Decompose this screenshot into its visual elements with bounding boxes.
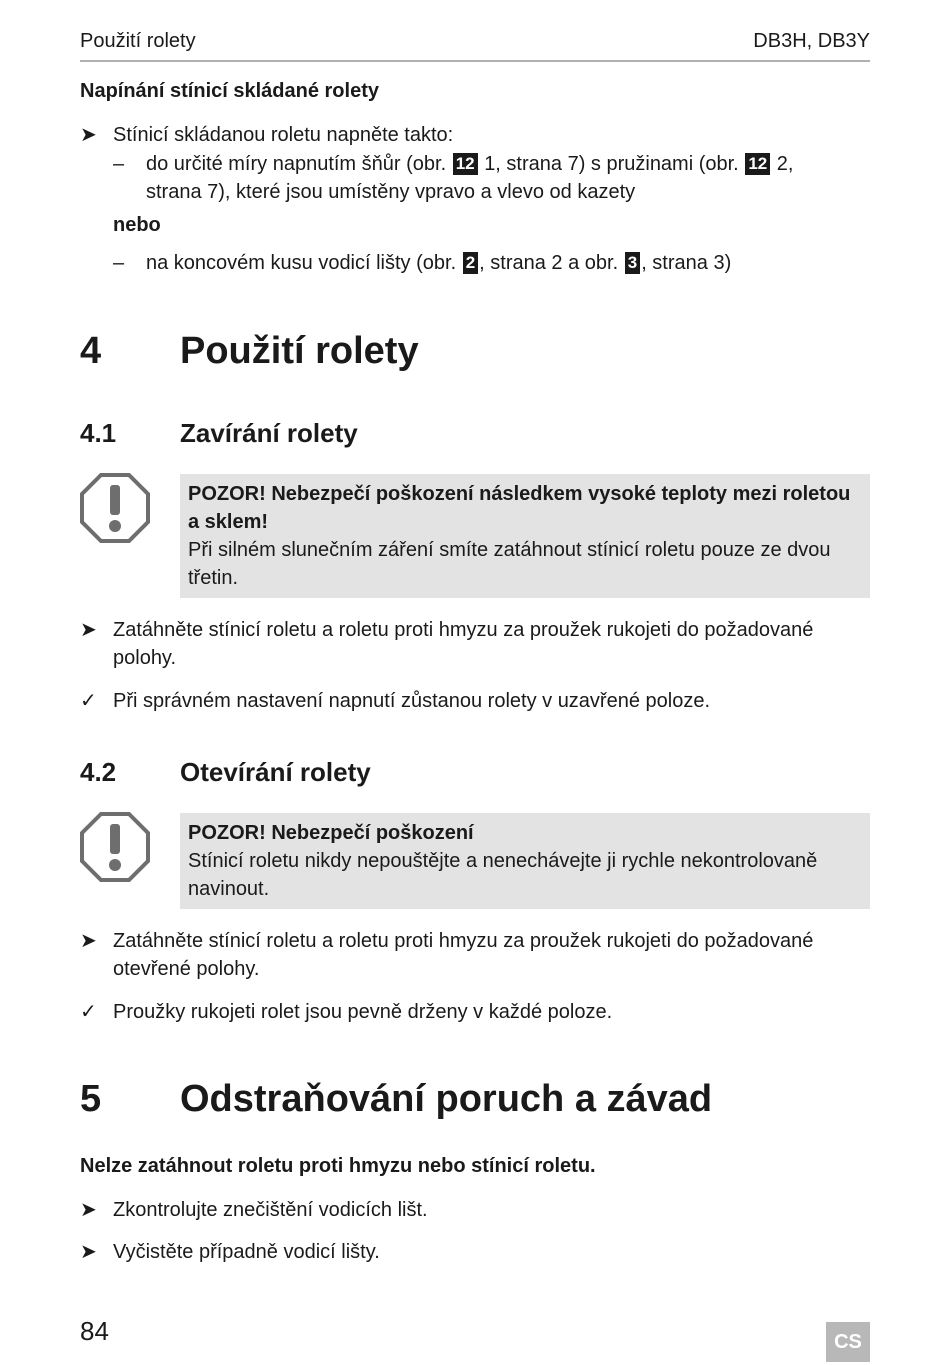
intro-step: ➤ Stínicí skládanou roletu napněte takto:: [80, 121, 870, 149]
warning-text: Při silném slunečním záření smíte zatáhnout stínicí roletu pouze ze dvou třetin.: [188, 539, 831, 589]
intro-heading: Napínání stínicí skládané rolety: [80, 80, 379, 102]
warning-box: [180, 813, 870, 909]
section-4-2-heading: 4.2 Otevírání rolety: [80, 757, 371, 787]
warning-exclamation-icon: [80, 473, 150, 543]
section-4-heading: 4 Použití rolety: [80, 330, 419, 372]
intro-dash-item-2: – na koncovém kusu vodicí lišty (obr. 2 , strana 2 a obr. 3 , strana 3): [113, 249, 870, 277]
arrow-icon: ➤: [80, 1199, 97, 1221]
section-4-2-result: ✓ Proužky rukojeti rolet jsou pevně drženy v každé poloze.: [80, 998, 870, 1026]
troubleshoot-step-2: ➤ Vyčistěte případně vodicí lišty.: [80, 1238, 870, 1266]
dash-bullet: –: [113, 153, 125, 175]
arrow-icon: ➤: [80, 619, 97, 641]
page-header: [80, 30, 870, 62]
warning-box: [180, 474, 870, 598]
problem-heading: Nelze zatáhnout roletu proti hmyzu nebo stínicí roletu.: [80, 1155, 596, 1177]
warning-title: POZOR! Nebezpečí poškození: [188, 822, 474, 844]
dash-bullet: –: [113, 252, 125, 274]
check-icon: ✓: [80, 690, 97, 712]
arrow-icon: ➤: [80, 930, 97, 952]
figure-ref: 2: [463, 252, 478, 274]
header-section-title: Použití rolety: [80, 30, 196, 52]
warning-exclamation-icon: [80, 812, 150, 882]
section-4-1-heading: 4.1 Zavírání rolety: [80, 418, 358, 448]
figure-ref: 3: [625, 252, 640, 274]
troubleshoot-step-1: ➤ Zkontrolujte znečištění vodicích lišt.: [80, 1196, 870, 1224]
arrow-icon: ➤: [80, 124, 97, 146]
language-badge: CS: [826, 1322, 870, 1362]
manual-page: [80, 0, 870, 1365]
warning-title: POZOR! Nebezpečí poškození následkem vysoké teploty mezi roletou a sklem!: [188, 483, 851, 533]
section-4-2-step: ➤ Zatáhněte stínicí roletu a roletu proti hmyzu za proužek rukojeti do požadované otevřené polohy.: [80, 927, 870, 983]
or-label: nebo: [113, 214, 161, 236]
arrow-icon: ➤: [80, 1241, 97, 1263]
warning-text: Stínicí roletu nikdy nepouštějte a nenechávejte ji rychle nekontrolovaně navinout.: [188, 850, 818, 900]
figure-ref: 12: [745, 153, 770, 175]
intro-dash-item-1: – do určité míry napnutím šňůr (obr. 12 1, strana 7) s pružinami (obr. 12 2, strana 7), které jsou umístěny vpravo a vlevo od kazety: [113, 150, 870, 206]
section-5-heading: 5 Odstraňování poruch a závad: [80, 1078, 713, 1120]
header-model: DB3H, DB3Y: [753, 30, 870, 52]
section-4-1-step: ➤ Zatáhněte stínicí roletu a roletu proti hmyzu za proužek rukojeti do požadované polohy.: [80, 616, 870, 672]
check-icon: ✓: [80, 1001, 97, 1023]
figure-ref: 12: [453, 153, 478, 175]
page-number: 84: [80, 1316, 109, 1346]
section-4-1-result: ✓ Při správném nastavení napnutí zůstanou rolety v uzavřené poloze.: [80, 687, 870, 715]
